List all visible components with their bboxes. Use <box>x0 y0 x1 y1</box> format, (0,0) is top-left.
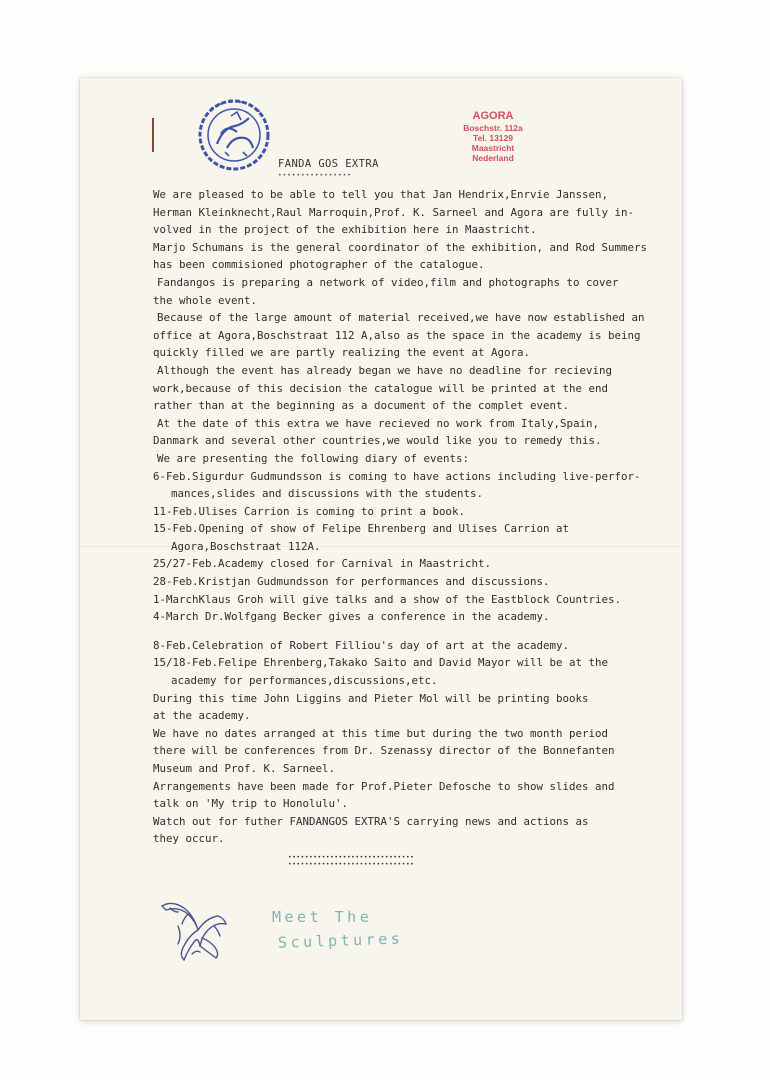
stamp-line: AGORA <box>472 110 514 122</box>
text-line: We are presenting the following diary of events: <box>157 451 470 465</box>
dot-row: •••••••••••••••••••••••••••••• <box>288 854 415 861</box>
diary-entry: Museum and Prof. K. Sarneel. <box>153 762 336 775</box>
dot-separator <box>288 854 414 868</box>
diary-entry: Agora,Boschstraat 112A. <box>171 539 321 553</box>
dot-row: •••••••••••••••••••••••••••••• <box>288 861 415 868</box>
diary-entry: 6-Feb.Sigurdur Gudmundsson is coming to have actions including live-perfor- <box>153 469 641 483</box>
diary-entry: 4-March Dr.Wolfgang Becker gives a conference in the academy. <box>153 610 550 624</box>
diary-entry: at the academy. <box>153 709 251 723</box>
paragraph-gap <box>153 626 678 637</box>
letter-sheet <box>80 78 682 1020</box>
circular-seal-icon <box>197 98 271 172</box>
text-line: has been commisioned photographer of the catalogue. <box>153 258 485 272</box>
text-line: At the date of this extra we have recieved no work from Italy,Spain, <box>157 416 600 430</box>
text-line: Danmark and several other countries,we would like you to remedy this. <box>153 434 602 448</box>
text-line: Herman Kleinknecht,Raul Marroquin,Prof. K. Sarneel and Agora are fully in- <box>153 205 635 219</box>
diary-entry: mances,slides and discussions with the students. <box>171 487 484 501</box>
diary-entry: academy for performances,discussions,etc. <box>171 674 438 688</box>
diary-entry: they occur. <box>153 832 225 846</box>
meet-the-sculptures-stamp <box>272 904 403 956</box>
text-line: Because of the large amount of material received,we have now established an <box>157 311 645 325</box>
text-line: office at Agora,Boschstraat 112 A,also as the space in the academy is being <box>153 328 641 342</box>
letter-heading: FANDA GOS EXTRA <box>278 158 379 170</box>
text-line: rather than at the beginning as a document of the complet event. <box>153 399 570 413</box>
stamp-line: Maastricht <box>471 143 515 153</box>
diary-entry: Arrangements have been made for Prof.Pieter Defosche to show slides and <box>153 779 615 793</box>
stamp-line: Boschstr. 112a <box>463 123 523 133</box>
text-line: quickly filled we are partly realizing the event at Agora. <box>153 346 531 360</box>
diary-entry: During this time John Liggins and Pieter Mol will be printing books <box>153 691 589 705</box>
diary-entry: Watch out for futher FANDANGOS EXTRA'S carrying news and actions as <box>153 814 589 828</box>
text-line: We are pleased to be able to tell you that Jan Hendrix,Enrvie Janssen, <box>153 188 609 201</box>
diary-entry: there will be conferences from Dr. Szenassy director of the Bonnefanten <box>153 744 615 758</box>
stamp-line: Nederland <box>472 153 514 163</box>
letter-body <box>153 186 678 848</box>
diary-entry: 28-Feb.Kristjan Gudmundsson for performances and discussions. <box>153 575 550 589</box>
diary-entry: 15/18-Feb.Felipe Ehrenberg,Takako Saito and David Mayor will be at the <box>153 656 609 670</box>
text-line: Marjo Schumans is the general coordinator of the exhibition, and Rod Summers <box>153 240 648 254</box>
diary-entry: talk on 'My trip to Honolulu'. <box>153 797 349 811</box>
text-line: work,because of this decision the catalogue will be printed at the end <box>153 381 609 395</box>
diary-entry: 15-Feb.Opening of show of Felipe Ehrenberg and Ulises Carrion at <box>153 522 570 536</box>
diary-entry: 25/27-Feb.Academy closed for Carnival in Maastricht. <box>153 557 492 571</box>
margin-mark <box>152 118 154 152</box>
handstamp-line: Meet The <box>272 908 373 926</box>
stamp-line: Tel. 13129 <box>472 133 513 143</box>
agora-address-stamp <box>452 110 534 163</box>
diary-entry: We have no dates arranged at this time but during the two month period <box>153 726 609 740</box>
text-line: the whole event. <box>153 293 258 307</box>
diary-entry: 11-Feb.Ulises Carrion is coming to print a book. <box>153 504 466 518</box>
heading-underline: •••••••••••••••• <box>278 172 352 179</box>
diary-entry: 1-MarchKlaus Groh will give talks and a show of the Eastblock Countries. <box>153 592 622 606</box>
banana-doodle-icon <box>158 896 232 964</box>
text-line: Fandangos is preparing a network of video,film and photographs to cover <box>157 275 619 289</box>
diary-entry: 8-Feb.Celebration of Robert Filliou's day of art at the academy. <box>153 638 570 652</box>
text-line: volved in the project of the exhibition here in Maastricht. <box>153 223 537 237</box>
text-line: Although the event has already began we have no deadline for recieving <box>157 363 613 377</box>
handstamp-line: Sculptures <box>277 929 404 952</box>
